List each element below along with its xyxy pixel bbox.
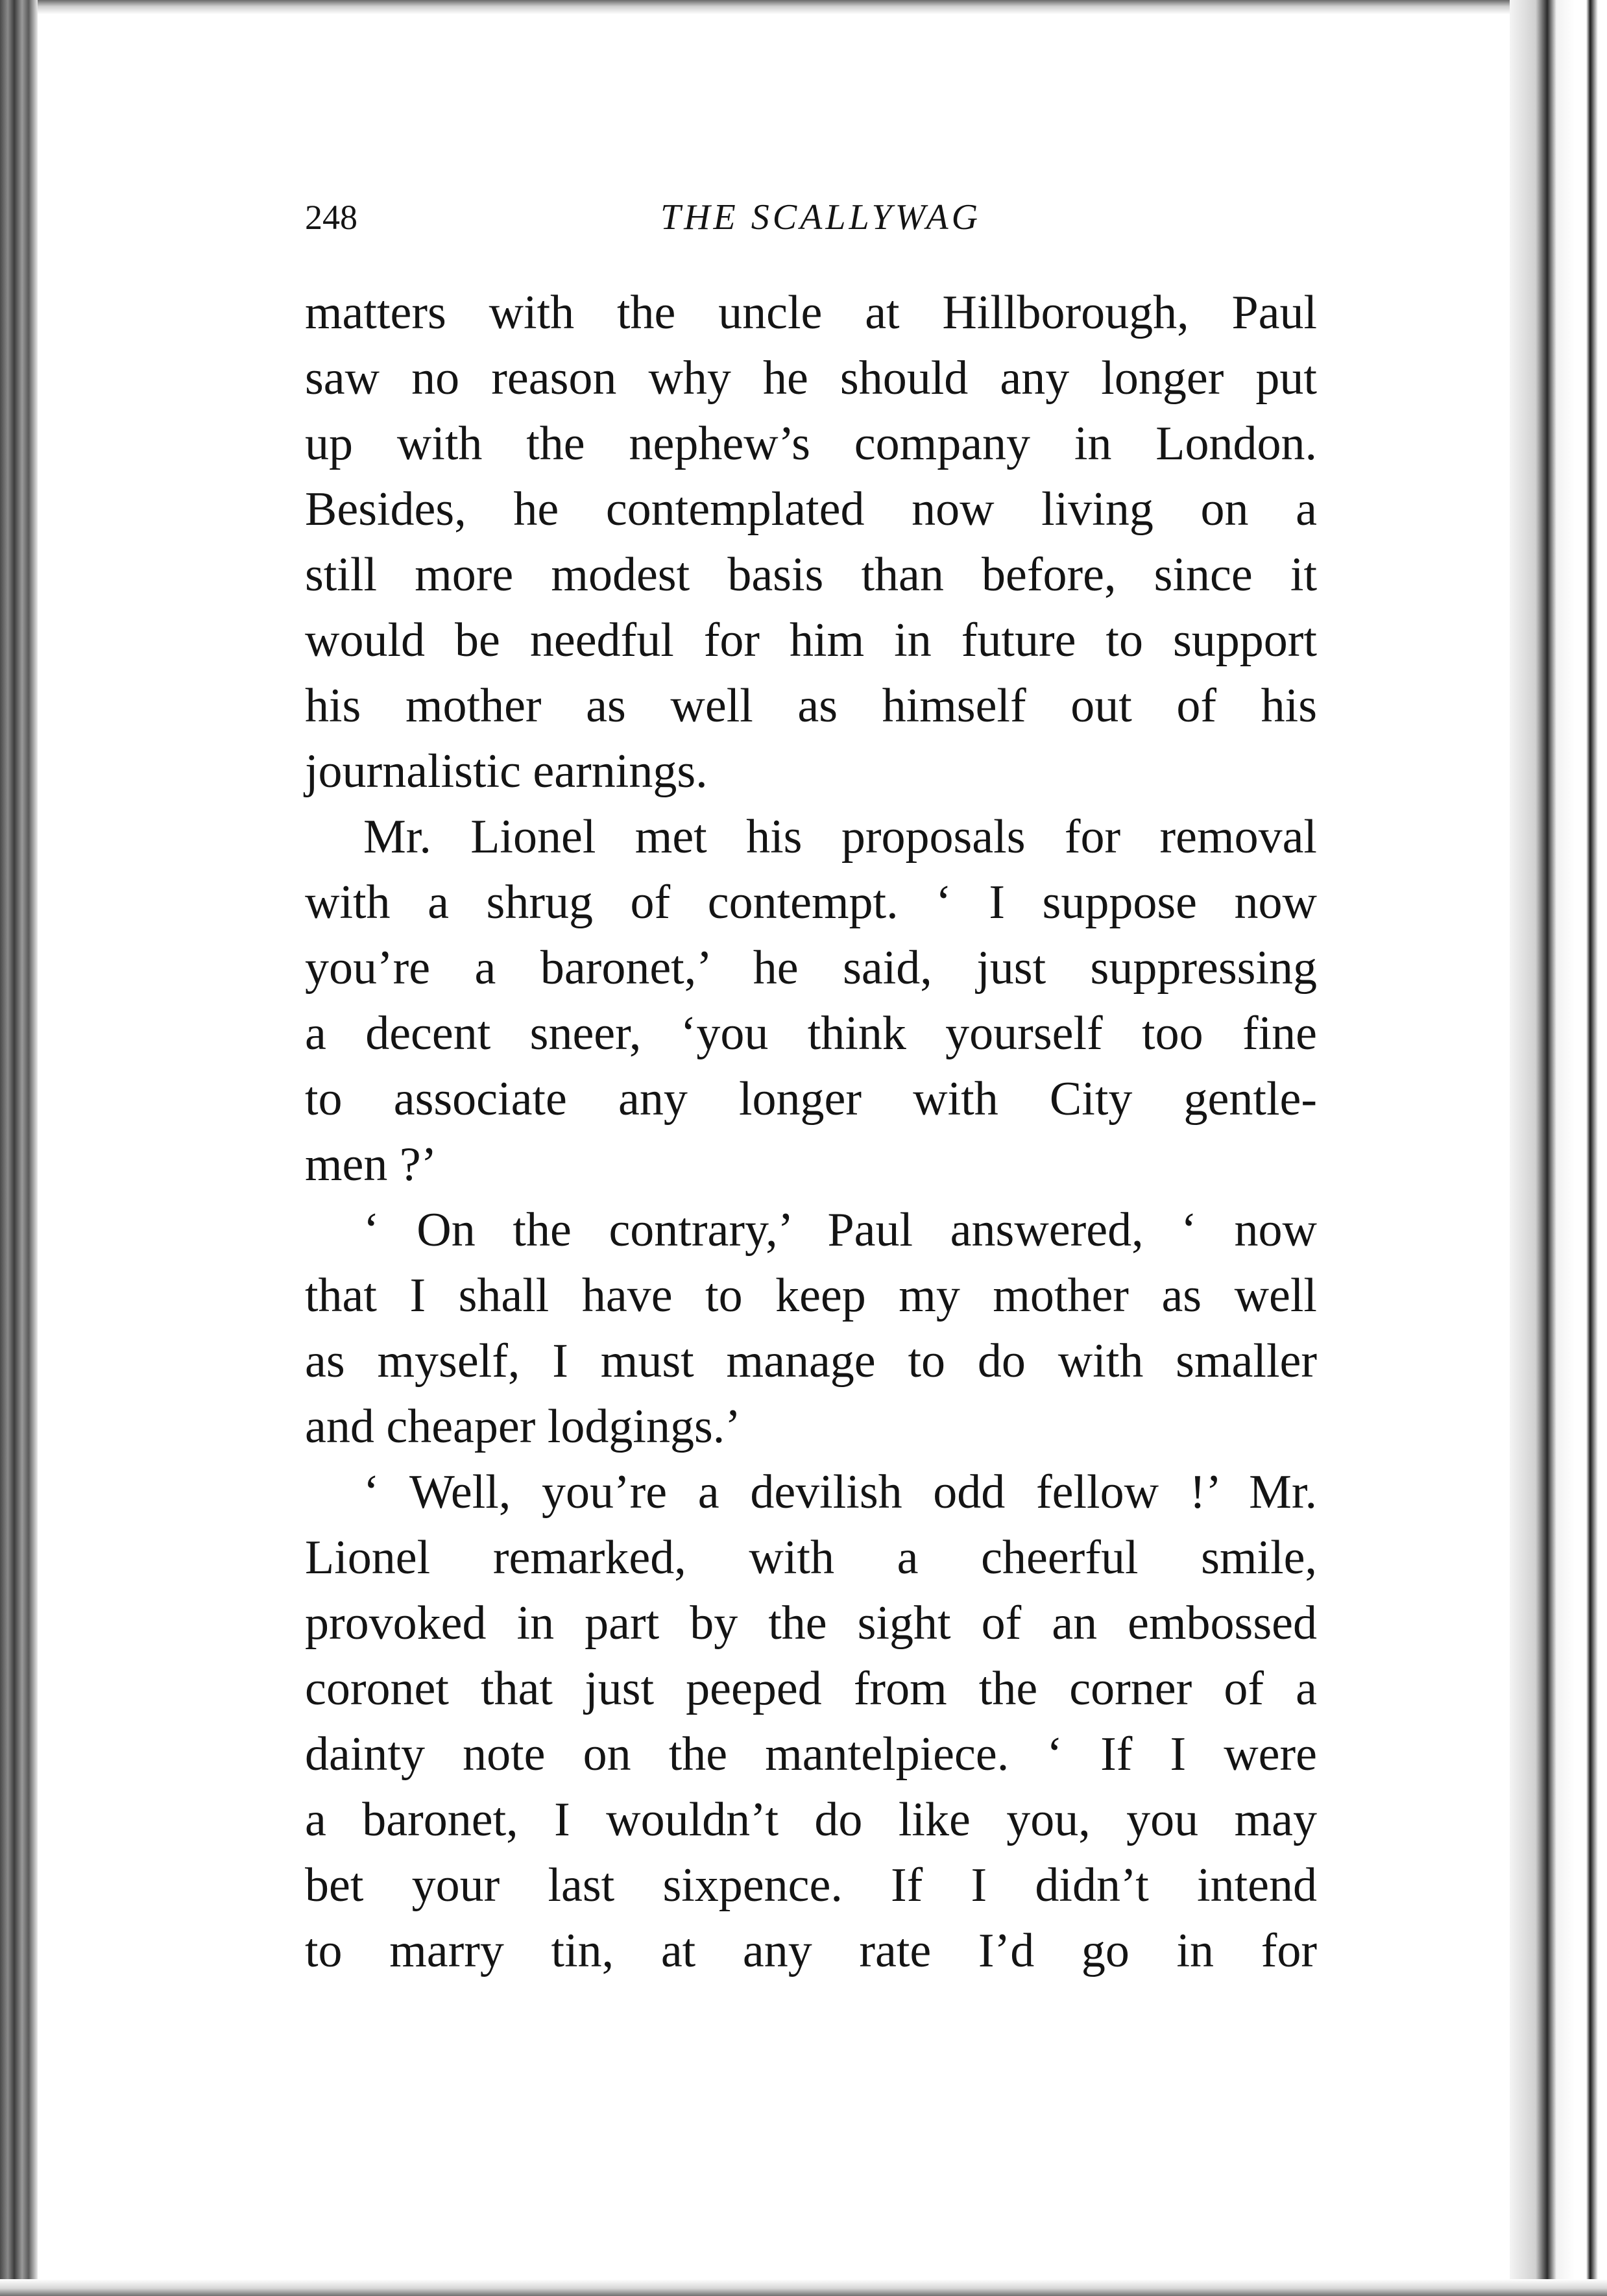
running-head: THE SCALLYWAG <box>660 197 982 237</box>
text-line: matters with the uncle at Hillborough, Paul <box>305 286 1317 339</box>
text-line: coronet that just peeped from the corner of a <box>305 1662 1317 1715</box>
text-line: ‘ Well, you’re a devilish odd fellow !’ Mr. <box>363 1466 1317 1519</box>
text-line: bet your last sixpence. If I didn’t intend <box>305 1859 1317 1912</box>
text-line: you’re a baronet,’ he said, just suppressing <box>305 941 1317 995</box>
text-line: his mother as well as himself out of his <box>305 679 1317 732</box>
body-text <box>305 280 1317 1984</box>
page-bottom-edge <box>0 2279 1607 2296</box>
text-line: still more modest basis than before, since it <box>305 548 1317 601</box>
text-line: ‘ On the contrary,’ Paul answered, ‘ now <box>363 1203 1317 1257</box>
text-line: men ?’ <box>305 1138 437 1191</box>
page-header <box>305 188 1298 247</box>
text-line: to marry tin, at any rate I’d go in for <box>305 1924 1317 1977</box>
text-line: as myself, I must manage to do with smaller <box>305 1335 1317 1388</box>
text-line: Besides, he contemplated now living on a <box>305 483 1317 536</box>
text-line: dainty note on the mantelpiece. ‘ If I were <box>305 1728 1317 1781</box>
text-line: journalistic earnings. <box>305 745 708 798</box>
text-line: that I shall have to keep my mother as well <box>305 1269 1317 1322</box>
text-line: provoked in part by the sight of an embossed <box>305 1597 1317 1650</box>
book-spine-edge <box>0 0 38 2296</box>
text-line: Mr. Lionel met his proposals for removal <box>363 810 1317 864</box>
text-line: would be needful for him in future to support <box>305 614 1317 667</box>
text-line: a baronet, I wouldn’t do like you, you may <box>305 1793 1317 1846</box>
text-line: with a shrug of contempt. ‘ I suppose now <box>305 876 1317 929</box>
text-line: up with the nephew’s company in London. <box>305 417 1317 470</box>
text-line: and cheaper lodgings.’ <box>305 1400 741 1453</box>
text-line: a decent sneer, ‘you think yourself too fine <box>305 1007 1317 1060</box>
text-line: Lionel remarked, with a cheerful smile, <box>305 1531 1317 1584</box>
text-line: to associate any longer with City gentle- <box>305 1072 1317 1126</box>
page-right-edge <box>1510 0 1607 2296</box>
page-top-edge <box>0 0 1607 14</box>
page-number: 248 <box>305 198 357 237</box>
text-line: saw no reason why he should any longer put <box>305 352 1317 405</box>
